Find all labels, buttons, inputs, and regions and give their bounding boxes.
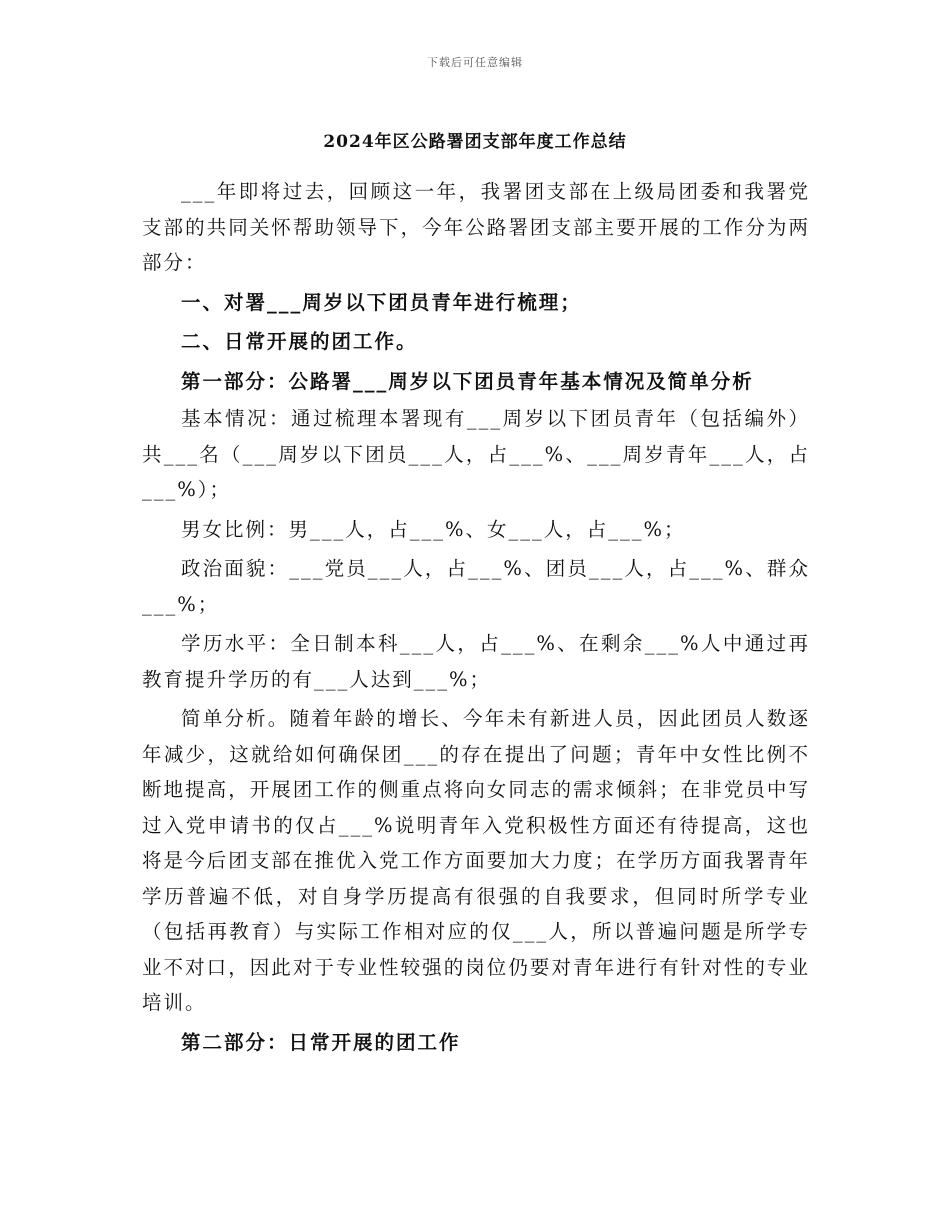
education-level-paragraph: 学历水平：全日制本科___人，占___%、在剩余___%人中通过再教育提升学历的有___人达到___%；	[142, 632, 810, 691]
document-body	[142, 174, 810, 1060]
outline-item-1: 一、对署___周岁以下团员青年进行梳理；	[181, 290, 582, 314]
analysis-paragraph: 简单分析。随着年龄的增长、今年未有新进人员，因此团员人数逐年减少，这就给如何确保团___的存在提出了问题；青年中女性比例不断地提高，开展团工作的侧重点将向女同志的需求倾斜；在非党员中写过入党申请书的仅占___%说明青年入党积极性方面还有待提高，这也将是今后团支部在推优入党工作方面要加大力度；在学历方面我署青年学历普遍不低，对自身学历提高有很强的自我要求，但同时所学专业（包括再教育）与实际工作相对应的仅___人，所以普遍问题是所学专业不对口，因此对于专业性较强的岗位仍要对青年进行有针对性的专业培训。	[142, 707, 810, 1014]
section-heading-part-1: 第一部分：公路署___周岁以下团员青年基本情况及简单分析	[181, 369, 754, 393]
political-status-paragraph: 政治面貌：___党员___人，占___%、团员___人，占___%、群众___%；	[142, 557, 810, 616]
header-note: 下载后可任意编辑	[427, 56, 523, 69]
basic-situation-paragraph: 基本情况：通过梳理本署现有___周岁以下团员青年（包括编外）共___名（___周岁以下团员___人，占___%、___周岁青年___人，占___%）；	[142, 407, 810, 501]
intro-paragraph: ___年即将过去，回顾这一年，我署团支部在上级局团委和我署党支部的共同关怀帮助领导下，今年公路署团支部主要开展的工作分为两部分：	[142, 180, 810, 274]
outline-item-2: 二、日常开展的团工作。	[181, 330, 418, 353]
gender-ratio-paragraph: 男女比例：男___人，占___%、女___人，占___%；	[181, 517, 686, 541]
section-heading-part-2: 第二部分：日常开展的团工作	[181, 1030, 461, 1054]
document-title: 2024年区公路署团支部年度工作总结	[323, 132, 627, 152]
